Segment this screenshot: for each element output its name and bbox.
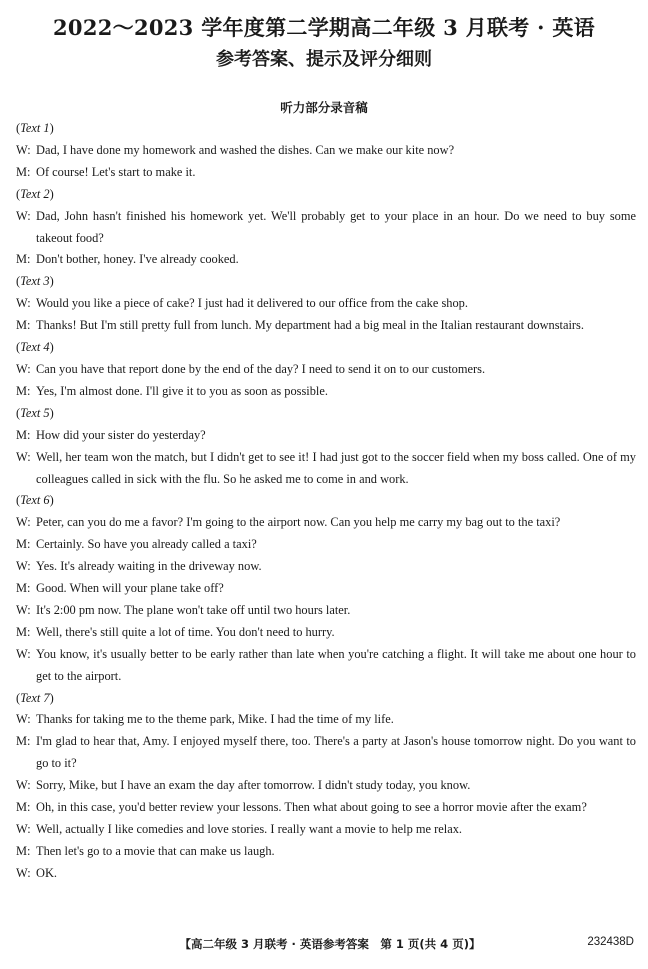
- dialogue-line: [16, 534, 636, 556]
- dialogue-text: It's 2:00 pm now. The plane won't take off until two hours later.: [36, 602, 351, 617]
- dialogue-line: [16, 578, 636, 600]
- speaker-label: W:: [16, 646, 31, 661]
- dialogue-line: [16, 731, 636, 775]
- dialogue-line: [16, 293, 636, 315]
- marker-paren: ): [49, 274, 54, 289]
- page-subtitle: 参考答案、提示及评分细则: [216, 49, 432, 70]
- marker-label: Text 2: [20, 186, 50, 201]
- text-marker: [16, 688, 636, 710]
- dialogue-line: [16, 315, 636, 337]
- speaker-label: M:: [16, 800, 31, 815]
- speaker-label: W:: [16, 865, 31, 880]
- dialogue-text: Well, actually I like comedies and love stories. I really want a movie to help me relax.: [36, 822, 462, 836]
- marker-label: Text 7: [20, 690, 50, 705]
- dialogue-line: [16, 512, 636, 534]
- dialogue-text: You know, it's usually better to be early rather than late when you're catching a flight. It will take me about one hour to get to the airport.: [36, 646, 636, 683]
- dialogue-line: [16, 359, 636, 381]
- dialogue-line: [16, 622, 636, 644]
- dialogue-text: Would you like a piece of cake? I just had it delivered to our office from the cake shop.: [36, 296, 468, 311]
- speaker-label: M:: [16, 843, 31, 858]
- dialogue-text: Sorry, Mike, but I have an exam the day after tomorrow. I didn't study today, you know.: [36, 778, 471, 793]
- text-marker: [16, 184, 636, 206]
- marker-paren: ): [49, 405, 54, 420]
- dialogue-line: [16, 556, 636, 578]
- marker-paren: ): [49, 186, 54, 201]
- speaker-label: W:: [16, 515, 31, 530]
- marker-label: Text 6: [20, 493, 50, 508]
- dialogue-line: [16, 600, 636, 622]
- dialogue-text: Well, her team won the match, but I didn't get to see it! I had just got to the soccer field when my boss called. One of my colleagues called in sick with the flu. So he asked me to come in and work.: [36, 449, 636, 486]
- speaker-label: W:: [16, 142, 31, 157]
- dialogue-text: Well, there's still quite a lot of time. You don't need to hurry.: [36, 624, 335, 639]
- marker-paren: (: [16, 274, 21, 289]
- dialogue-line: [16, 162, 636, 184]
- dialogue-line: [16, 249, 636, 271]
- speaker-label: W:: [16, 449, 31, 464]
- marker-label: Text 5: [20, 405, 50, 420]
- dialogue-text: Yes, I'm almost done. I'll give it to you as soon as possible.: [36, 383, 328, 398]
- dialogue-text: Thanks! But I'm still pretty full from lunch. My department had a big meal in the Italian restaurant downstairs.: [36, 318, 584, 333]
- speaker-label: W:: [16, 778, 31, 793]
- speaker-label: W:: [16, 208, 31, 223]
- marker-label: Text 3: [20, 274, 50, 289]
- dialogue-text: Thanks for taking me to the theme park, Mike. I had the time of my life.: [36, 712, 394, 727]
- dialogue-line: [16, 425, 636, 447]
- footer-doc-code: 232438D: [587, 936, 634, 948]
- marker-paren: (: [16, 405, 21, 420]
- dialogue-line: [16, 709, 636, 731]
- dialogue-text: Can you have that report done by the end of the day? I need to send it on to our customers.: [36, 361, 486, 376]
- dialogue-text: Certainly. So have you already called a taxi?: [36, 537, 257, 552]
- speaker-label: M:: [16, 252, 31, 267]
- footer-page-info: 【高二年级 3 月联考 · 英语参考答案 第 1 页(共 4 页)】: [179, 937, 481, 951]
- dialogue-line: [16, 644, 636, 688]
- dialogue-line: [16, 775, 636, 797]
- marker-paren: (: [16, 186, 21, 201]
- text-marker: [16, 271, 636, 293]
- dialogue-line: [16, 841, 636, 863]
- speaker-label: W:: [16, 712, 31, 727]
- speaker-label: W:: [16, 822, 31, 836]
- dialogue-text: Peter, can you do me a favor? I'm going to the airport now. Can you help me carry my bag out to the taxi?: [36, 515, 561, 530]
- speaker-label: W:: [16, 559, 31, 574]
- speaker-label: M:: [16, 537, 31, 552]
- speaker-label: M:: [16, 383, 31, 398]
- listening-transcript: [16, 118, 636, 885]
- text-marker: [16, 337, 636, 359]
- dialogue-text: Of course! Let's start to make it.: [36, 164, 196, 179]
- dialogue-line: [16, 140, 636, 162]
- dialogue-text: OK.: [36, 865, 57, 880]
- dialogue-text: How did your sister do yesterday?: [36, 427, 206, 442]
- speaker-label: M:: [16, 427, 31, 442]
- dialogue-line: [16, 863, 636, 885]
- marker-paren: (: [16, 493, 21, 508]
- dialogue-text: I'm glad to hear that, Amy. I enjoyed myself there, too. There's a party at Jason's house tomorrow night. Do you want to go to it?: [36, 734, 636, 771]
- speaker-label: M:: [16, 624, 31, 639]
- dialogue-line: [16, 381, 636, 403]
- dialogue-text: Dad, John hasn't finished his homework yet. We'll probably get to your place in an hour. Do we need to buy some takeout food?: [36, 208, 636, 245]
- marker-paren: ): [49, 121, 54, 135]
- section-heading: 听力部分录音稿: [280, 100, 368, 115]
- dialogue-line: [16, 447, 636, 491]
- dialogue-text: Yes. It's already waiting in the driveway now.: [36, 559, 262, 574]
- dialogue-line: [16, 206, 636, 250]
- dialogue-text: Good. When will your plane take off?: [36, 581, 224, 596]
- dialogue-line: [16, 797, 636, 819]
- speaker-label: W:: [16, 602, 31, 617]
- dialogue-text: Oh, in this case, you'd better review your lessons. Then what about going to see a horror movie after the exam?: [36, 800, 587, 815]
- marker-label: Text 1: [20, 121, 50, 135]
- dialogue-text: Then let's go to a movie that can make us laugh.: [36, 843, 275, 858]
- page-title: 2022～2023 学年度第二学期高二年级 3 月联考 · 英语: [53, 15, 595, 40]
- marker-paren: ): [49, 690, 54, 705]
- dialogue-line: [16, 819, 636, 841]
- page-footer: [0, 936, 648, 954]
- marker-paren: (: [16, 121, 21, 135]
- text-marker: [16, 403, 636, 425]
- dialogue-text: Dad, I have done my homework and washed the dishes. Can we make our kite now?: [36, 142, 455, 157]
- text-marker: [16, 490, 636, 512]
- speaker-label: M:: [16, 581, 31, 596]
- speaker-label: M:: [16, 164, 31, 179]
- marker-paren: (: [16, 340, 21, 355]
- dialogue-text: Don't bother, honey. I've already cooked.: [36, 252, 239, 267]
- speaker-label: W:: [16, 296, 31, 311]
- marker-label: Text 4: [20, 340, 50, 355]
- speaker-label: W:: [16, 361, 31, 376]
- marker-paren: ): [49, 340, 54, 355]
- speaker-label: M:: [16, 318, 31, 333]
- speaker-label: M:: [16, 734, 31, 749]
- marker-paren: (: [16, 690, 21, 705]
- text-marker: [16, 118, 636, 140]
- marker-paren: ): [49, 493, 54, 508]
